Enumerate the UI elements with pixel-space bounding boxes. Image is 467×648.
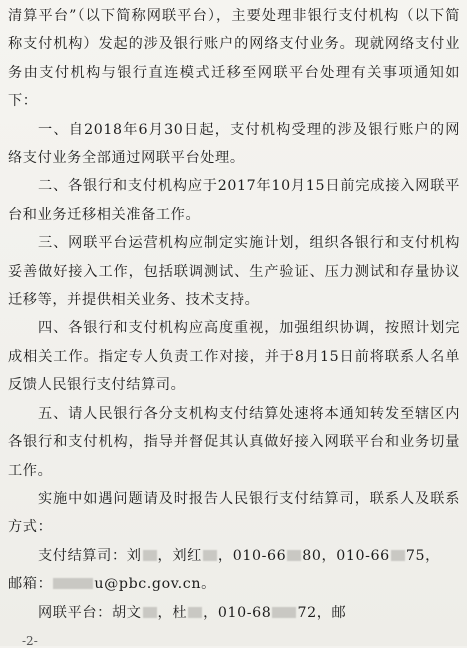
- document-body: [8, 2, 460, 627]
- redaction-mark: [272, 607, 296, 618]
- contact-line-settlement: [8, 542, 460, 570]
- contact-phone: ，010-66: [217, 547, 287, 564]
- paragraph-intro: 清算平台”（以下简称网联平台），主要处理非银行支付机构（以下简称支付机构）发起的涉及银行账户的网络支付业务。现就网络支付业务由支付机构与银行直连模式迁移至网联平台处理有关事项通知如下：: [8, 8, 460, 110]
- email-address: u@pbc.gov.cn。: [94, 576, 216, 593]
- contact-org: 支付结算司：: [38, 547, 127, 564]
- email-label: 邮箱：: [8, 576, 53, 593]
- paragraph-item-2: 二、各银行和支付机构应于2017年10月15日前完成接入网联平台和业务迁移相关准备工作。: [8, 178, 460, 223]
- redaction-mark: [143, 550, 157, 561]
- redaction-mark: [287, 550, 301, 561]
- contact-phone: 75，: [405, 547, 440, 564]
- contact-separator: ，: [157, 547, 173, 564]
- page-number: -2-: [22, 634, 38, 648]
- contact-name: 刘红: [172, 547, 202, 564]
- paragraph-closing: 实施中如遇问题请及时报告人民银行支付结算司，联系人及联系方式：: [8, 490, 460, 536]
- contact-phone: 72，邮: [297, 604, 347, 621]
- contact-line-email: [8, 570, 460, 598]
- paragraph-item-3: 三、网联平台运营机构应制定实施计划，组织各银行和支付机构妥善做好接入工作，包括联调测试、生产验证、压力测试和存量协议迁移等，并提供相关业务、技术支持。: [8, 235, 460, 309]
- contact-phone: 010-66: [336, 547, 390, 564]
- contact-name: 胡文: [111, 604, 142, 621]
- redaction-mark: [391, 550, 405, 561]
- paragraph-item-4: 四、各银行和支付机构应高度重视，加强组织协调，按照计划完成相关工作。指定专人负责工作对接，并于8月15日前将联系人名单反馈人民银行支付结算司。: [8, 320, 460, 394]
- paragraph-item-1: 一、自2018年6月30日起，支付机构受理的涉及银行账户的网络支付业务全部通过网联平台处理。: [8, 121, 460, 167]
- redaction-mark: [188, 607, 202, 618]
- contact-separator: ，: [157, 604, 173, 621]
- contact-org: 网联平台：: [38, 604, 112, 621]
- redaction-mark: [143, 607, 157, 618]
- contact-name: 刘: [126, 547, 142, 564]
- contact-phone: 80，: [302, 547, 337, 564]
- contact-name: 杜: [172, 604, 188, 621]
- contact-line-netsunion: [8, 599, 460, 627]
- redaction-mark: [53, 578, 93, 589]
- contact-phone: ，010-68: [203, 604, 272, 621]
- redaction-mark: [203, 550, 217, 561]
- paragraph-item-5: 五、请人民银行各分支机构支付结算处速将本通知转发至辖区内各银行和支付机构，指导并督促其认真做好接入网联平台和业务切量工作。: [8, 405, 460, 479]
